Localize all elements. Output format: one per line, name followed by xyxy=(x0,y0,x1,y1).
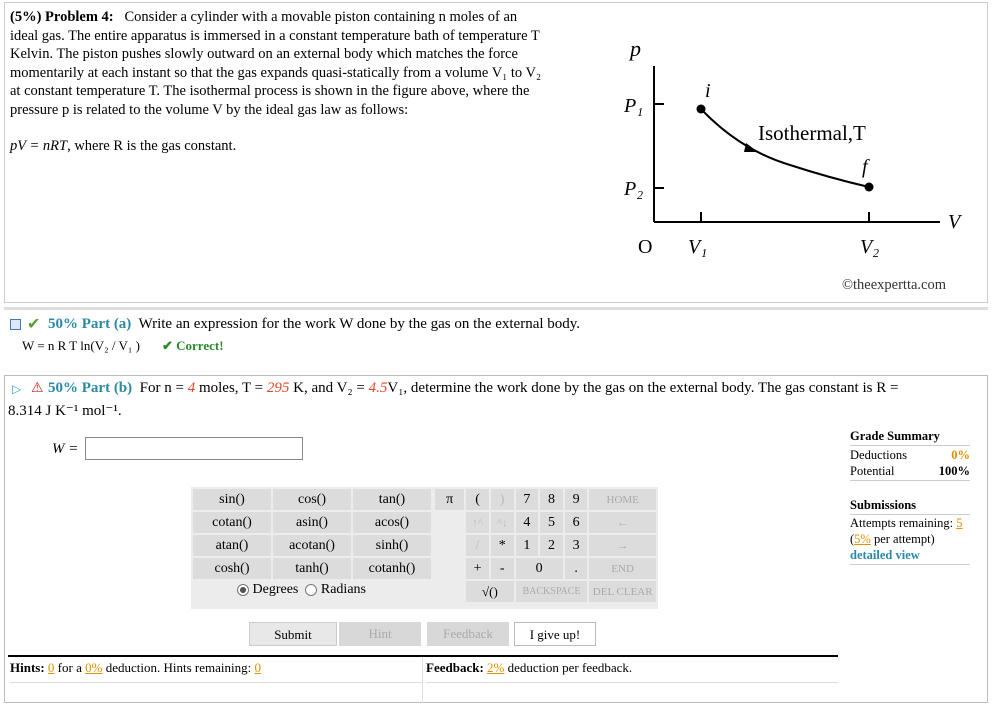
answer-label: W = xyxy=(52,441,79,457)
p-axis-label: p xyxy=(630,36,641,61)
key-sin[interactable]: sin() xyxy=(193,489,271,510)
key-blank xyxy=(435,581,464,602)
hint-button[interactable]: Hint xyxy=(339,622,421,646)
per-attempt-row: (5% per attempt) xyxy=(850,532,935,546)
problem-line: Kelvin. The piston pushes slowly outward on an external body which matches the force xyxy=(10,46,518,62)
key-asin[interactable]: asin() xyxy=(273,512,351,533)
per-attempt-label: per attempt) xyxy=(873,532,935,546)
key-sqrt[interactable]: √() xyxy=(466,581,513,602)
hints-pct: 0% xyxy=(85,660,103,675)
number-pad xyxy=(433,487,658,609)
deductions-row xyxy=(850,447,970,463)
key-backspace[interactable]: BACKSPACE xyxy=(516,581,588,602)
value-ratio: 4.5 xyxy=(368,380,388,396)
key-del[interactable]: DEL xyxy=(592,585,614,598)
feedback-deduction: deduction per feedback. xyxy=(507,660,633,675)
key-1[interactable]: 1 xyxy=(516,535,539,556)
key-clear-group xyxy=(589,581,656,602)
equation-rest: , where R is the gas constant. xyxy=(67,138,237,154)
radians-label: Radians xyxy=(320,582,366,597)
attempts-value: 5 xyxy=(956,516,963,530)
key-pi[interactable]: π xyxy=(435,489,464,510)
deductions-value: 0% xyxy=(951,448,970,462)
expand-icon[interactable]: ▷ xyxy=(12,382,22,396)
grade-summary xyxy=(850,428,970,565)
key-7[interactable]: 7 xyxy=(516,489,539,510)
submit-button[interactable]: Submit xyxy=(249,622,337,646)
key-0[interactable]: 0 xyxy=(516,558,563,579)
key-lparen[interactable]: ( xyxy=(466,489,489,510)
hints-for: for a xyxy=(57,660,82,675)
key-plus[interactable]: + xyxy=(466,558,489,579)
divider xyxy=(4,307,988,310)
footer-line xyxy=(8,655,838,657)
give-up-button[interactable]: I give up! xyxy=(514,622,596,646)
key-dot[interactable]: . xyxy=(565,558,588,579)
hints-info xyxy=(10,660,422,683)
key-2[interactable]: 2 xyxy=(540,535,563,556)
equation-lhs: pV = nRT xyxy=(10,138,68,154)
problem-line: momentarily at each instant so that the gas expands quasi-statically from a volume V₁ to V₂ xyxy=(10,64,542,81)
key-9[interactable]: 9 xyxy=(565,489,588,510)
problem-header: (5%) Problem 4: xyxy=(10,9,114,25)
key-acos[interactable]: acos() xyxy=(353,512,431,533)
radians-radio[interactable] xyxy=(305,584,317,596)
part-a-title: 50% Part (a) xyxy=(48,316,132,332)
question-text-line2: 8.314 J K⁻¹ mol⁻¹. xyxy=(8,403,122,419)
hints-remaining: 0 xyxy=(254,660,261,675)
key-down[interactable]: ^↓ xyxy=(491,512,514,533)
deductions-label: Deductions xyxy=(850,448,907,462)
potential-row xyxy=(850,463,970,481)
key-4[interactable]: 4 xyxy=(516,512,539,533)
feedback-button[interactable]: Feedback xyxy=(427,622,509,646)
problem-line: ideal gas. The entire apparatus is immersed in a constant temperature bath of temperature T xyxy=(10,27,540,44)
key-sinh[interactable]: sinh() xyxy=(353,535,431,556)
value-n: 4 xyxy=(187,380,196,396)
part-a-question: Write an expression for the work W done by the gas on the external body. xyxy=(138,316,581,332)
degrees-label: Degrees xyxy=(252,582,299,597)
value-t: 295 xyxy=(266,380,290,396)
arrow-icon xyxy=(744,143,758,152)
hints-label: Hints: xyxy=(10,660,45,675)
question-text: K, and V₂ = xyxy=(289,380,369,396)
key-up[interactable]: ↑^ xyxy=(466,512,489,533)
warning-icon: ⚠ xyxy=(31,381,44,396)
problem-line: at constant temperature T. The isothermal process is shown in the figure above, where the xyxy=(10,83,530,99)
function-pad xyxy=(191,487,433,609)
key-home[interactable]: HOME xyxy=(589,489,656,510)
potential-label: Potential xyxy=(850,464,895,478)
credit: ©theexpertta.com xyxy=(842,277,947,293)
question-text: moles, T = xyxy=(195,380,267,396)
answer-input[interactable] xyxy=(85,437,303,460)
part-a-status: ✔ Correct! xyxy=(162,338,224,353)
key-blank xyxy=(435,512,464,533)
isothermal-label: Isothermal,T xyxy=(758,121,866,145)
key-slash[interactable]: / xyxy=(466,535,489,556)
equation xyxy=(10,138,236,155)
footer-divider xyxy=(422,657,423,703)
part-b-title: 50% Part (b) xyxy=(48,380,133,396)
feedback-pct: 2% xyxy=(487,660,505,675)
key-cos[interactable]: cos() xyxy=(273,489,351,510)
problem-line: Consider a cylinder with a movable piston containing n moles of an xyxy=(124,9,518,25)
check-icon: ✔ xyxy=(27,316,41,333)
key-clear[interactable]: CLEAR xyxy=(616,585,653,598)
key-atan[interactable]: atan() xyxy=(193,535,271,556)
v1-label: V₁ xyxy=(688,236,708,258)
potential-value: 100% xyxy=(938,464,970,478)
attempts-row xyxy=(850,515,970,531)
key-minus[interactable]: - xyxy=(491,558,514,579)
origin-label: O xyxy=(638,236,653,258)
question-text: For n = xyxy=(139,380,188,396)
feedback-label: Feedback: xyxy=(426,660,484,675)
grade-title: Grade Summary xyxy=(850,428,970,446)
question-text: V₁, determine the work done by the gas on the external body. The gas constant is R = xyxy=(387,380,899,396)
submissions-title: Submissions xyxy=(850,497,970,515)
key-3[interactable]: 3 xyxy=(565,535,588,556)
v2-label: V₂ xyxy=(860,236,880,258)
hints-deduction: deduction. Hints remaining: xyxy=(105,660,252,675)
key-cotan[interactable]: cotan() xyxy=(193,512,271,533)
key-cosh[interactable]: cosh() xyxy=(193,558,271,579)
problem-line: pressure p is related to the volume V by the ideal gas law as follows: xyxy=(10,101,409,118)
key-end[interactable]: END xyxy=(589,558,656,579)
part-a-answer: W = n R T ln(V₂ / V₁ ) xyxy=(22,338,140,353)
key-6[interactable]: 6 xyxy=(565,512,588,533)
key-tanh[interactable]: tanh() xyxy=(273,558,351,579)
collapse-icon[interactable] xyxy=(10,319,21,330)
feedback-info xyxy=(426,660,838,683)
attempts-label: Attempts remaining: xyxy=(850,516,954,530)
angle-mode xyxy=(191,582,433,598)
key-right[interactable]: → xyxy=(589,535,656,556)
v-axis-label: V xyxy=(948,211,961,233)
key-5[interactable]: 5 xyxy=(540,512,563,533)
key-8[interactable]: 8 xyxy=(540,489,563,510)
point-i-label: i xyxy=(705,80,711,102)
detailed-view-link[interactable]: detailed view xyxy=(850,547,970,565)
key-tan[interactable]: tan() xyxy=(353,489,431,510)
hints-count: 0 xyxy=(47,660,55,675)
key-star[interactable]: * xyxy=(491,535,514,556)
p1-label: P₁ xyxy=(624,95,644,117)
problem-text xyxy=(10,8,600,119)
point-f-label: f xyxy=(862,156,868,178)
key-left[interactable]: ← xyxy=(589,512,656,533)
per-attempt-pct: 5% xyxy=(854,532,871,546)
key-cotanh[interactable]: cotanh() xyxy=(353,558,431,579)
point-f xyxy=(865,183,874,192)
key-blank xyxy=(435,558,464,579)
degrees-radio[interactable] xyxy=(237,584,249,596)
key-acotan[interactable]: acotan() xyxy=(273,535,351,556)
key-rparen[interactable]: ) xyxy=(491,489,514,510)
pv-diagram xyxy=(610,30,980,270)
p2-label: P₂ xyxy=(624,178,644,200)
point-i xyxy=(697,105,706,114)
key-blank xyxy=(435,535,464,556)
